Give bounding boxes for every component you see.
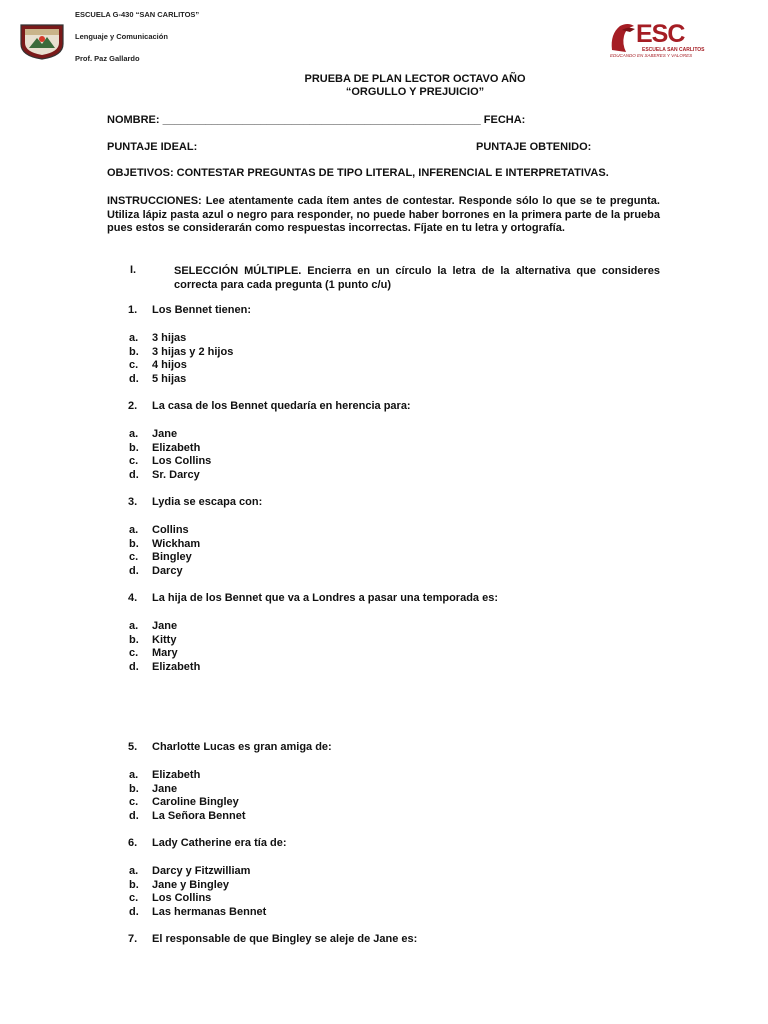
option-letter[interactable]: c.	[129, 455, 139, 468]
option-letter[interactable]: c.	[129, 551, 139, 564]
section-number: I.	[130, 264, 137, 276]
name-date-field[interactable]: NOMBRE: ____________________________________________________ FECHA:	[107, 114, 526, 126]
option-text[interactable]: Collins	[152, 524, 189, 536]
option-text[interactable]: Caroline Bingley	[152, 796, 239, 809]
objectives: OBJETIVOS: CONTESTAR PREGUNTAS DE TIPO LITERAL, INFERENCIAL E INTERPRETATIVAS.	[107, 167, 609, 179]
option-letter[interactable]: a.	[129, 620, 139, 632]
option-letter[interactable]: d.	[129, 564, 139, 577]
question-text: Lady Catherine era tía de:	[152, 837, 287, 849]
option-letter[interactable]: b.	[129, 345, 139, 358]
option-letter[interactable]: d.	[129, 468, 139, 481]
option-text[interactable]: Jane	[152, 428, 178, 440]
question-number: 5.	[128, 741, 138, 753]
question-text: Los Bennet tienen:	[152, 304, 252, 316]
option-text[interactable]: Wickham	[152, 537, 201, 550]
section-heading: SELECCIÓN MÚLTIPLE. Encierra en un círculo la letra de la alternativa que consideres correcta para cada pregunta (1 punto c/u)	[174, 265, 660, 291]
question-text: La hija de los Bennet que va a Londres a pasar una temporada es:	[152, 592, 498, 604]
option-text[interactable]: Elizabeth	[152, 769, 201, 781]
test-title: PRUEBA DE PLAN LECTOR OCTAVO AÑO	[304, 73, 526, 85]
option-text[interactable]: Bingley	[152, 551, 192, 564]
option-letter[interactable]: d.	[129, 905, 139, 918]
option-letter[interactable]: d.	[129, 660, 139, 673]
logo-brand-text: ESC	[636, 20, 685, 48]
option-letter[interactable]: d.	[129, 372, 139, 385]
teacher-name: Prof. Paz Gallardo	[75, 54, 140, 63]
option-letter[interactable]: b.	[129, 633, 139, 646]
option-letter[interactable]: b.	[129, 441, 139, 454]
question-number: 7.	[128, 933, 138, 945]
school-name: ESCUELA G-430 “SAN CARLITOS”	[75, 10, 200, 19]
option-letter[interactable]: b.	[129, 878, 139, 891]
question-text: Lydia se escapa con:	[152, 496, 263, 508]
option-text[interactable]: Mary	[152, 647, 178, 660]
question-text: Charlotte Lucas es gran amiga de:	[152, 741, 332, 753]
question-number: 4.	[128, 592, 138, 604]
option-text[interactable]: 4 hijos	[152, 359, 187, 372]
logo-motto: EDUCANDO EN SABERES Y VALORES	[610, 53, 693, 58]
option-letter[interactable]: c.	[129, 892, 139, 905]
option-letter[interactable]: c.	[129, 359, 139, 372]
option-text[interactable]: Kitty	[152, 633, 177, 646]
school-header	[75, 10, 199, 76]
instructions: INSTRUCCIONES: Lee atentamente cada ítem antes de contestar. Responde sólo lo que se te pregunta. Utiliza lápiz pasta azul o negro para responder, no puede haber borrones en la primera parte de la prueba pues estos se considerarán como respuestas incorrectas. Fíjate en tu letra y ortografía.	[107, 195, 660, 234]
option-letter[interactable]: c.	[129, 796, 139, 809]
question-number: 6.	[128, 837, 138, 849]
option-text[interactable]: La Señora Bennet	[152, 809, 246, 822]
option-text[interactable]: Jane	[152, 782, 178, 795]
obtained-score-label: PUNTAJE OBTENIDO:	[476, 141, 592, 153]
option-letter[interactable]: a.	[129, 865, 139, 877]
option-text[interactable]: 3 hijas	[152, 332, 187, 344]
option-text[interactable]: Los Collins	[152, 455, 212, 468]
option-letter[interactable]: b.	[129, 782, 139, 795]
question-text: El responsable de que Bingley se aleje de Jane es:	[152, 933, 418, 945]
eagle-icon	[608, 20, 638, 54]
option-letter[interactable]: a.	[129, 332, 139, 344]
option-text[interactable]: Jane y Bingley	[152, 878, 230, 891]
question-number: 3.	[128, 496, 138, 508]
option-text[interactable]: Elizabeth	[152, 660, 201, 673]
option-text[interactable]: 3 hijas y 2 hijos	[152, 345, 234, 358]
school-crest-icon	[19, 22, 65, 60]
option-text[interactable]: Jane	[152, 620, 178, 632]
question-number: 2.	[128, 400, 138, 412]
option-letter[interactable]: d.	[129, 809, 139, 822]
book-title: “ORGULLO Y PREJUICIO”	[345, 86, 485, 98]
question-number: 1.	[128, 304, 138, 316]
option-text[interactable]: 5 hijas	[152, 372, 187, 385]
option-text[interactable]: Darcy y Fitzwilliam	[152, 865, 251, 877]
option-letter[interactable]: a.	[129, 769, 139, 781]
option-text[interactable]: Sr. Darcy	[152, 468, 200, 481]
option-letter[interactable]: a.	[129, 524, 139, 536]
option-letter[interactable]: a.	[129, 428, 139, 440]
option-letter[interactable]: c.	[129, 647, 139, 660]
ideal-score-label: PUNTAJE IDEAL:	[107, 141, 198, 153]
logo-subtitle: ESCUELA SAN CARLITOS	[642, 47, 705, 53]
option-text[interactable]: Los Collins	[152, 892, 212, 905]
subject-name: Lenguaje y Comunicación	[75, 32, 168, 41]
option-letter[interactable]: b.	[129, 537, 139, 550]
esc-logo	[608, 20, 705, 60]
option-text[interactable]: Darcy	[152, 564, 183, 577]
option-text[interactable]: Elizabeth	[152, 441, 201, 454]
question-text: La casa de los Bennet quedaría en herencia para:	[152, 400, 411, 412]
option-text[interactable]: Las hermanas Bennet	[152, 905, 267, 918]
